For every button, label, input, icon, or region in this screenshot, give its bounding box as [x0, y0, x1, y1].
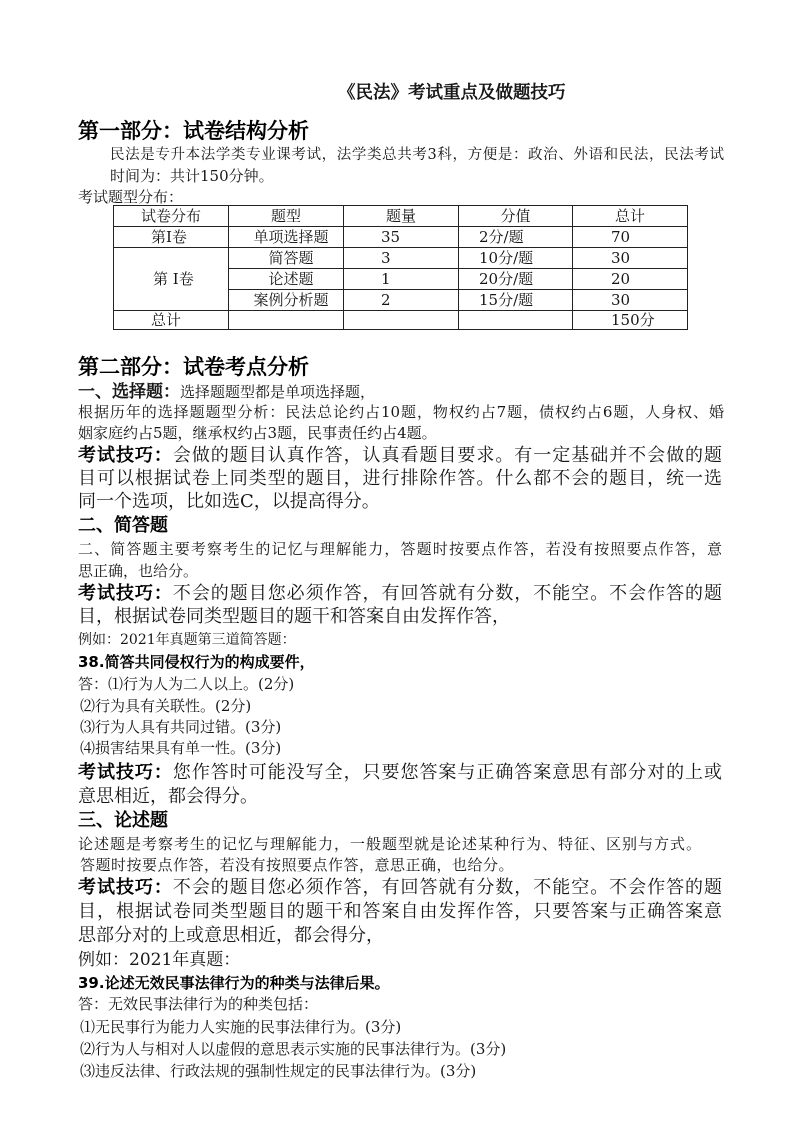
tip-label: 考试技巧：: [78, 877, 173, 898]
short-answer-tip-line: 目，根据试卷同类型题目的题干和答案自由发挥作答，: [78, 606, 510, 627]
total-cell: 70: [573, 227, 688, 248]
score-cell: 10分/题: [459, 248, 573, 269]
essay-tip-line: [78, 877, 722, 899]
empty-cell: [229, 311, 344, 330]
short-answer-desc-line: 二、简答题主要考察考生的记忆与理解能力，答题时按要点作答，若没有按照要点作答，意: [78, 540, 722, 558]
header-cell: 分值: [459, 206, 573, 227]
short-answer-tip-line: [78, 583, 722, 605]
essay-desc-line: 答题时按要点作答，若没有按照要点作答，意思正确，也给分。: [80, 856, 515, 874]
answer-line: ⑷损害结果具有单一性。(3分): [80, 739, 282, 757]
total-cell: 20: [573, 269, 688, 290]
total-cell: 30: [573, 248, 688, 269]
essay-question: 39.论述无效民事法律行为的种类与法律后果。: [78, 974, 390, 992]
answer-line: ⑵行为人与相对人以虚假的意思表示实施的民事法律行为。(3分): [80, 1040, 507, 1058]
header-cell: 题量: [344, 206, 459, 227]
answer-line: ⑵行为具有关联性。(2分): [80, 697, 252, 715]
type-cell: 论述题: [229, 269, 344, 290]
answer-line: ⑴无民事行为能力人实施的民事法律行为。(3分): [80, 1018, 402, 1036]
intro-line: 民法是专升本法学类专业课考试，法学类总共考3科，方便是：政治、外语和民法，民法考试: [110, 147, 724, 163]
section-cell: 第I卷: [114, 227, 229, 248]
count-cell: 2: [344, 290, 459, 311]
type-cell: 案例分析题: [229, 290, 344, 311]
answer-line: ⑶违反法律、行政法规的强制性规定的民事法律行为。(3分): [80, 1062, 477, 1080]
grand-total-cell: 150分: [573, 311, 688, 330]
answer-line: 答：⑴行为人为二人以上。(2分): [78, 675, 295, 693]
tip-label: 考试技巧：: [78, 583, 173, 604]
header-cell: 题型: [229, 206, 344, 227]
table-total-row: [114, 311, 688, 330]
table-header-row: [114, 206, 688, 227]
count-cell: 3: [344, 248, 459, 269]
essay-title: 三、论述题: [78, 810, 168, 831]
answer-line: 答：无效民事法律行为的种类包括：: [78, 995, 319, 1013]
table-row: [114, 227, 688, 248]
choice-title: 一、选择题：: [78, 382, 180, 402]
count-cell: 35: [344, 227, 459, 248]
short-answer-example-intro: 例如：2021年真题第三道简答题：: [78, 632, 296, 648]
intro-line: 时间为：共计150分钟。: [110, 167, 274, 185]
score-cell: 15分/题: [459, 290, 573, 311]
header-cell: 试卷分布: [114, 206, 229, 227]
short-answer-desc-line: 思正确，也给分。: [78, 562, 199, 580]
empty-cell: [459, 311, 573, 330]
choice-analysis-line: 姻家庭约占5题，继承权约占3题，民事责任约占4题。: [78, 424, 437, 442]
total-cell: 30: [573, 290, 688, 311]
tip-text: 您作答时可能没写全，只要您答案与正确答案意思有部分对的上或: [172, 762, 723, 783]
choice-tip-line: 目可以根据试卷上同类型的题目，进行排除作答。什么都不会的题目，统一选: [78, 468, 722, 489]
part1-heading: 第一部分：试卷结构分析: [78, 119, 309, 143]
document-title: 《民法》考试重点及做题技巧: [338, 83, 566, 103]
header-cell: 总计: [573, 206, 688, 227]
choice-tip-line: [78, 445, 722, 467]
tip-text: 不会的题目您必须作答，有回答就有分数，不能空。不会作答的题: [172, 583, 723, 604]
type-cell: 简答题: [229, 248, 344, 269]
essay-example-intro: 例如：2021年真题：: [78, 950, 241, 970]
choice-tip-line: 同一个选项，比如选C，以提高得分。: [78, 491, 380, 512]
table-caption: 考试题型分布：: [78, 188, 184, 206]
table-row: [114, 248, 688, 269]
short-answer-tip2-line: [78, 762, 722, 784]
short-answer-tip2-line: 意思相近，都会得分。: [78, 786, 258, 807]
type-cell: 单项选择题: [229, 227, 344, 248]
score-cell: 20分/题: [459, 269, 573, 290]
short-answer-question: 38.简答共同侵权行为的构成要件，: [78, 653, 315, 671]
choice-analysis-line: 根据历年的选择题题型分析：民法总论约占10题，物权约占7题，债权约占6题，人身权、婚: [78, 403, 724, 421]
tip-label: 考试技巧：: [78, 762, 173, 783]
section-cell: 第 I卷: [114, 248, 229, 311]
essay-tip-line: 目，根据试卷同类型题目的题干和答案自由发挥作答，只要答案与正确答案意: [78, 901, 722, 922]
tip-label: 考试技巧：: [78, 445, 173, 466]
essay-tip-line: 思部分对的上或意思相近，都会得分，: [78, 925, 384, 946]
short-answer-title: 二、简答题: [78, 515, 168, 536]
essay-desc-line: 论述题是考察考生的记忆与理解能力，一般题型就是论述某种行为、特征、区别与方式。: [78, 835, 703, 853]
choice-title-note: 选择题题型都是单项选择题，: [180, 383, 376, 401]
empty-cell: [344, 311, 459, 330]
tip-text: 会做的题目认真作答，认真看题目要求。有一定基础并不会做的题: [172, 445, 723, 466]
tip-text: 不会的题目您必须作答，有回答就有分数，不能空。不会作答的题: [172, 877, 723, 898]
answer-line: ⑶行为人具有共同过错。(3分): [80, 718, 282, 736]
count-cell: 1: [344, 269, 459, 290]
total-label-cell: 总计: [114, 311, 229, 330]
part2-heading: 第二部分：试卷考点分析: [78, 355, 309, 379]
question-type-table: [113, 205, 688, 330]
choice-section-title: [78, 381, 375, 403]
score-cell: 2分/题: [459, 227, 573, 248]
